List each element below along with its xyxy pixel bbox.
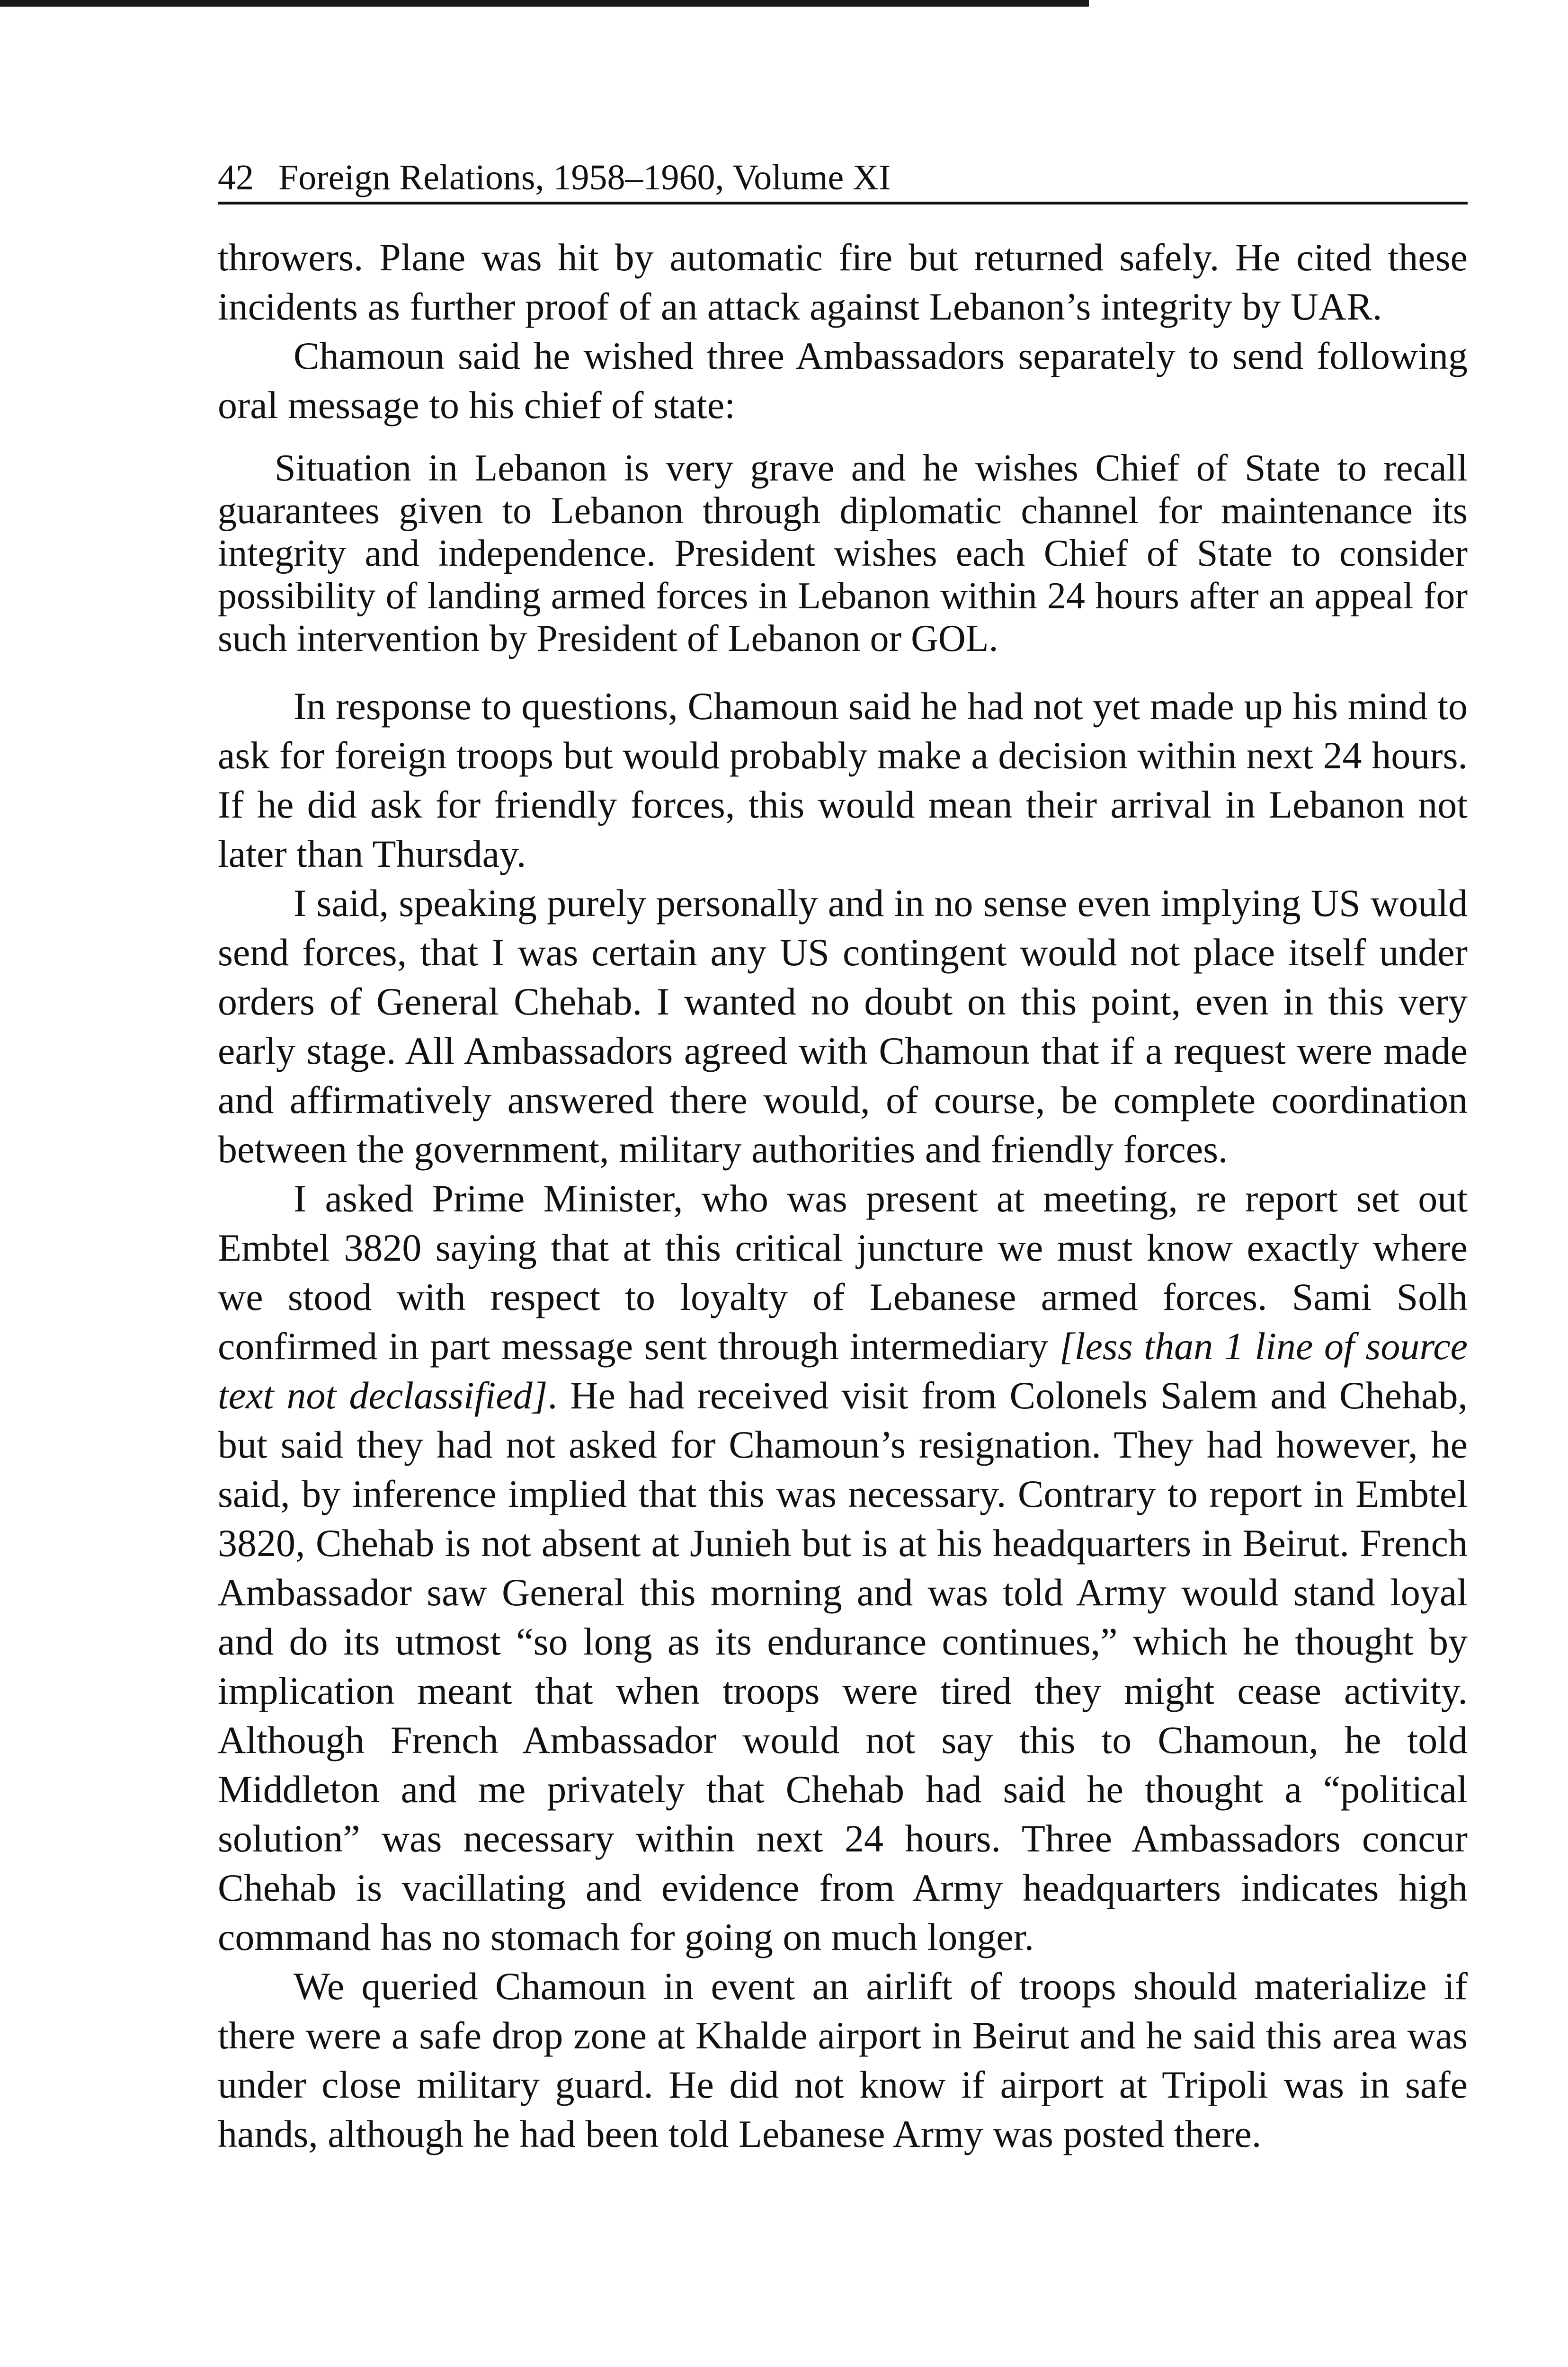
paragraph-3: In response to questions, Chamoun said he had not yet made up his mind to ask for foreign troops but would probably make a decision within next 24 hours. If he did ask for friendly forces, this would mean their arrival in Lebanon not later than Thursday. xyxy=(218,685,1468,875)
paragraph-5-text-a: I asked Prime Minister, who was present at meeting, re report set out Embtel 3820 saying that at this critical juncture we must know exactly where we stood with respect to loyalty of Lebanese armed forces. Sami Solh confirmed in part message sent through intermediary xyxy=(218,1177,1468,1368)
top-scan-border xyxy=(0,0,1089,7)
paragraph-1: throwers. Plane was hit by automatic fire but returned safely. He cited these incidents as further proof of an attack against Lebanon’s integrity by UAR. xyxy=(218,236,1468,328)
document-page xyxy=(218,156,1468,2159)
paragraph-4: I said, speaking purely personally and in no sense even implying US would send forces, that I was certain any US contingent would not place itself under orders of General Chehab. I wanted no doubt on this point, even in this very early stage. All Ambassadors agreed with Chamoun that if a request were made and affirmatively answered there would, of course, be complete coordination between the government, military authorities and friendly forces. xyxy=(218,881,1468,1171)
paragraph-5-text-b: . He had received visit from Colonels Salem and Chehab, but said they had not asked for Chamoun’s resignation. They had however, he said, by inference implied that this was necessary. Contrary to report in Embtel 3820, Chehab is not absent at Junieh but is at his headquarters in Beirut. French Ambassador saw General this morning and was told Army would stand loyal and do its utmost “so long as its endurance continues,” which he thought by implication meant that when troops were tired they might cease activity. Although French Ambassador would not say this to Chamoun, he told Middleton and me privately that Chehab had said he thought a “political solution” was necessary within next 24 hours. Three Ambassadors concur Chehab is vacillating and evidence from Army headquarters indicates high command has no stomach for going on much longer. xyxy=(218,1374,1468,1958)
declassification-note: [less than 1 line of source text not declassified] xyxy=(218,1325,1468,1417)
running-title: Foreign Relations, 1958–1960, Volume XI xyxy=(278,158,891,197)
paragraph-2: Chamoun said he wished three Ambassadors separately to send following oral message to his chief of state: xyxy=(218,334,1468,427)
block-quote: Situation in Lebanon is very grave and he wishes Chief of State to recall guarantees given to Lebanon through diplomatic channel for maintenance its integrity and independence. President wishes each Chief of State to consider possibility of landing armed forces in Lebanon within 24 hours after an appeal for such intervention by President of Lebanon or GOL. xyxy=(218,447,1468,659)
page-number: 42 xyxy=(218,158,254,197)
running-header xyxy=(218,156,1468,205)
body-text xyxy=(218,233,1468,2159)
paragraph-6: We queried Chamoun in event an airlift of troops should materialize if there were a safe drop zone at Khalde airport in Beirut and he said this area was under close military guard. He did not know if airport at Tripoli was in safe hands, although he had been told Lebanese Army was posted there. xyxy=(218,1965,1468,2155)
paragraph-5 xyxy=(218,1174,1468,1962)
